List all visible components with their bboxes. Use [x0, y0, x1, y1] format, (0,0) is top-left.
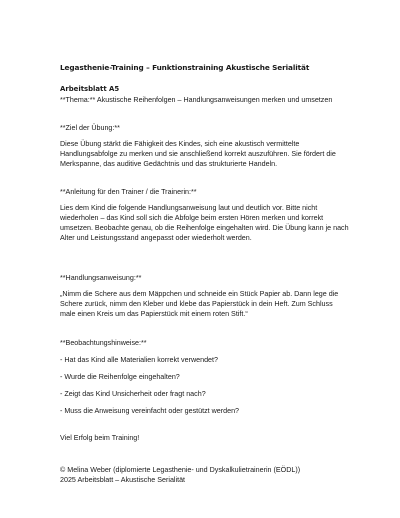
observation-heading: **Beobachtungshinweise:**	[60, 339, 147, 347]
observation-item: - Zeigt das Kind Unsicherheit oder fragt nach?	[60, 390, 206, 398]
footer-year-line: 2025 Arbeitsblatt – Akustische Serialität	[60, 476, 186, 485]
task-text: „Nimm die Schere aus dem Mäppchen und schneide ein Stück Papier ab. Dann lege die Schere zurück, nimm den Kleber und klebe das Papierstück in dein Heft. Zum Schluss male einen Kreis um das Papierstück mit einem roten Stift.“	[60, 290, 339, 319]
topic-line: **Thema:** Akustische Reihenfolgen – Handlungsanweisungen merken und umsetzen	[60, 96, 333, 104]
closing-line: Viel Erfolg beim Training!	[60, 434, 140, 442]
observation-item: - Wurde die Reihenfolge eingehalten?	[60, 373, 180, 381]
instructions-text: Lies dem Kind die folgende Handlungsanweisung laut und deutlich vor. Bitte nicht wiederholen – das Kind soll sich die Abfolge beim ersten Hören merken und korrekt umsetzen. Beobachte genau, ob die Reihenfolge eingehalten wird. Die Übung kann je nach Alter und Leistungsstand angepasst oder wiederholt werden.	[60, 204, 349, 243]
document-title: Legasthenie-Training – Funktionstraining Akustische Serialität	[60, 63, 310, 72]
goal-heading: **Ziel der Übung:**	[60, 124, 120, 132]
observation-item: - Muss die Anweisung vereinfacht oder gestützt werden?	[60, 407, 240, 415]
goal-text: Diese Übung stärkt die Fähigkeit des Kindes, sich eine akustisch vermittelte Handlungsabfolge zu merken und sie anschließend korrekt auszuführen. Sie fördert die Merkspanne, das auditive Gedächtnis und das strukturierte Handeln.	[60, 140, 336, 169]
instructions-heading: **Anleitung für den Trainer / die Trainerin:**	[60, 188, 197, 196]
worksheet-number: Arbeitsblatt A5	[60, 85, 120, 93]
task-heading: **Handlungsanweisung:**	[60, 274, 142, 282]
footer-author-line: © Melina Weber (diplomierte Legasthenie- und Dyskalkulietrainerin (EÖDL))	[60, 466, 301, 474]
copyright-footer	[60, 465, 350, 485]
observation-item: - Hat das Kind alle Materialien korrekt verwendet?	[60, 356, 218, 364]
